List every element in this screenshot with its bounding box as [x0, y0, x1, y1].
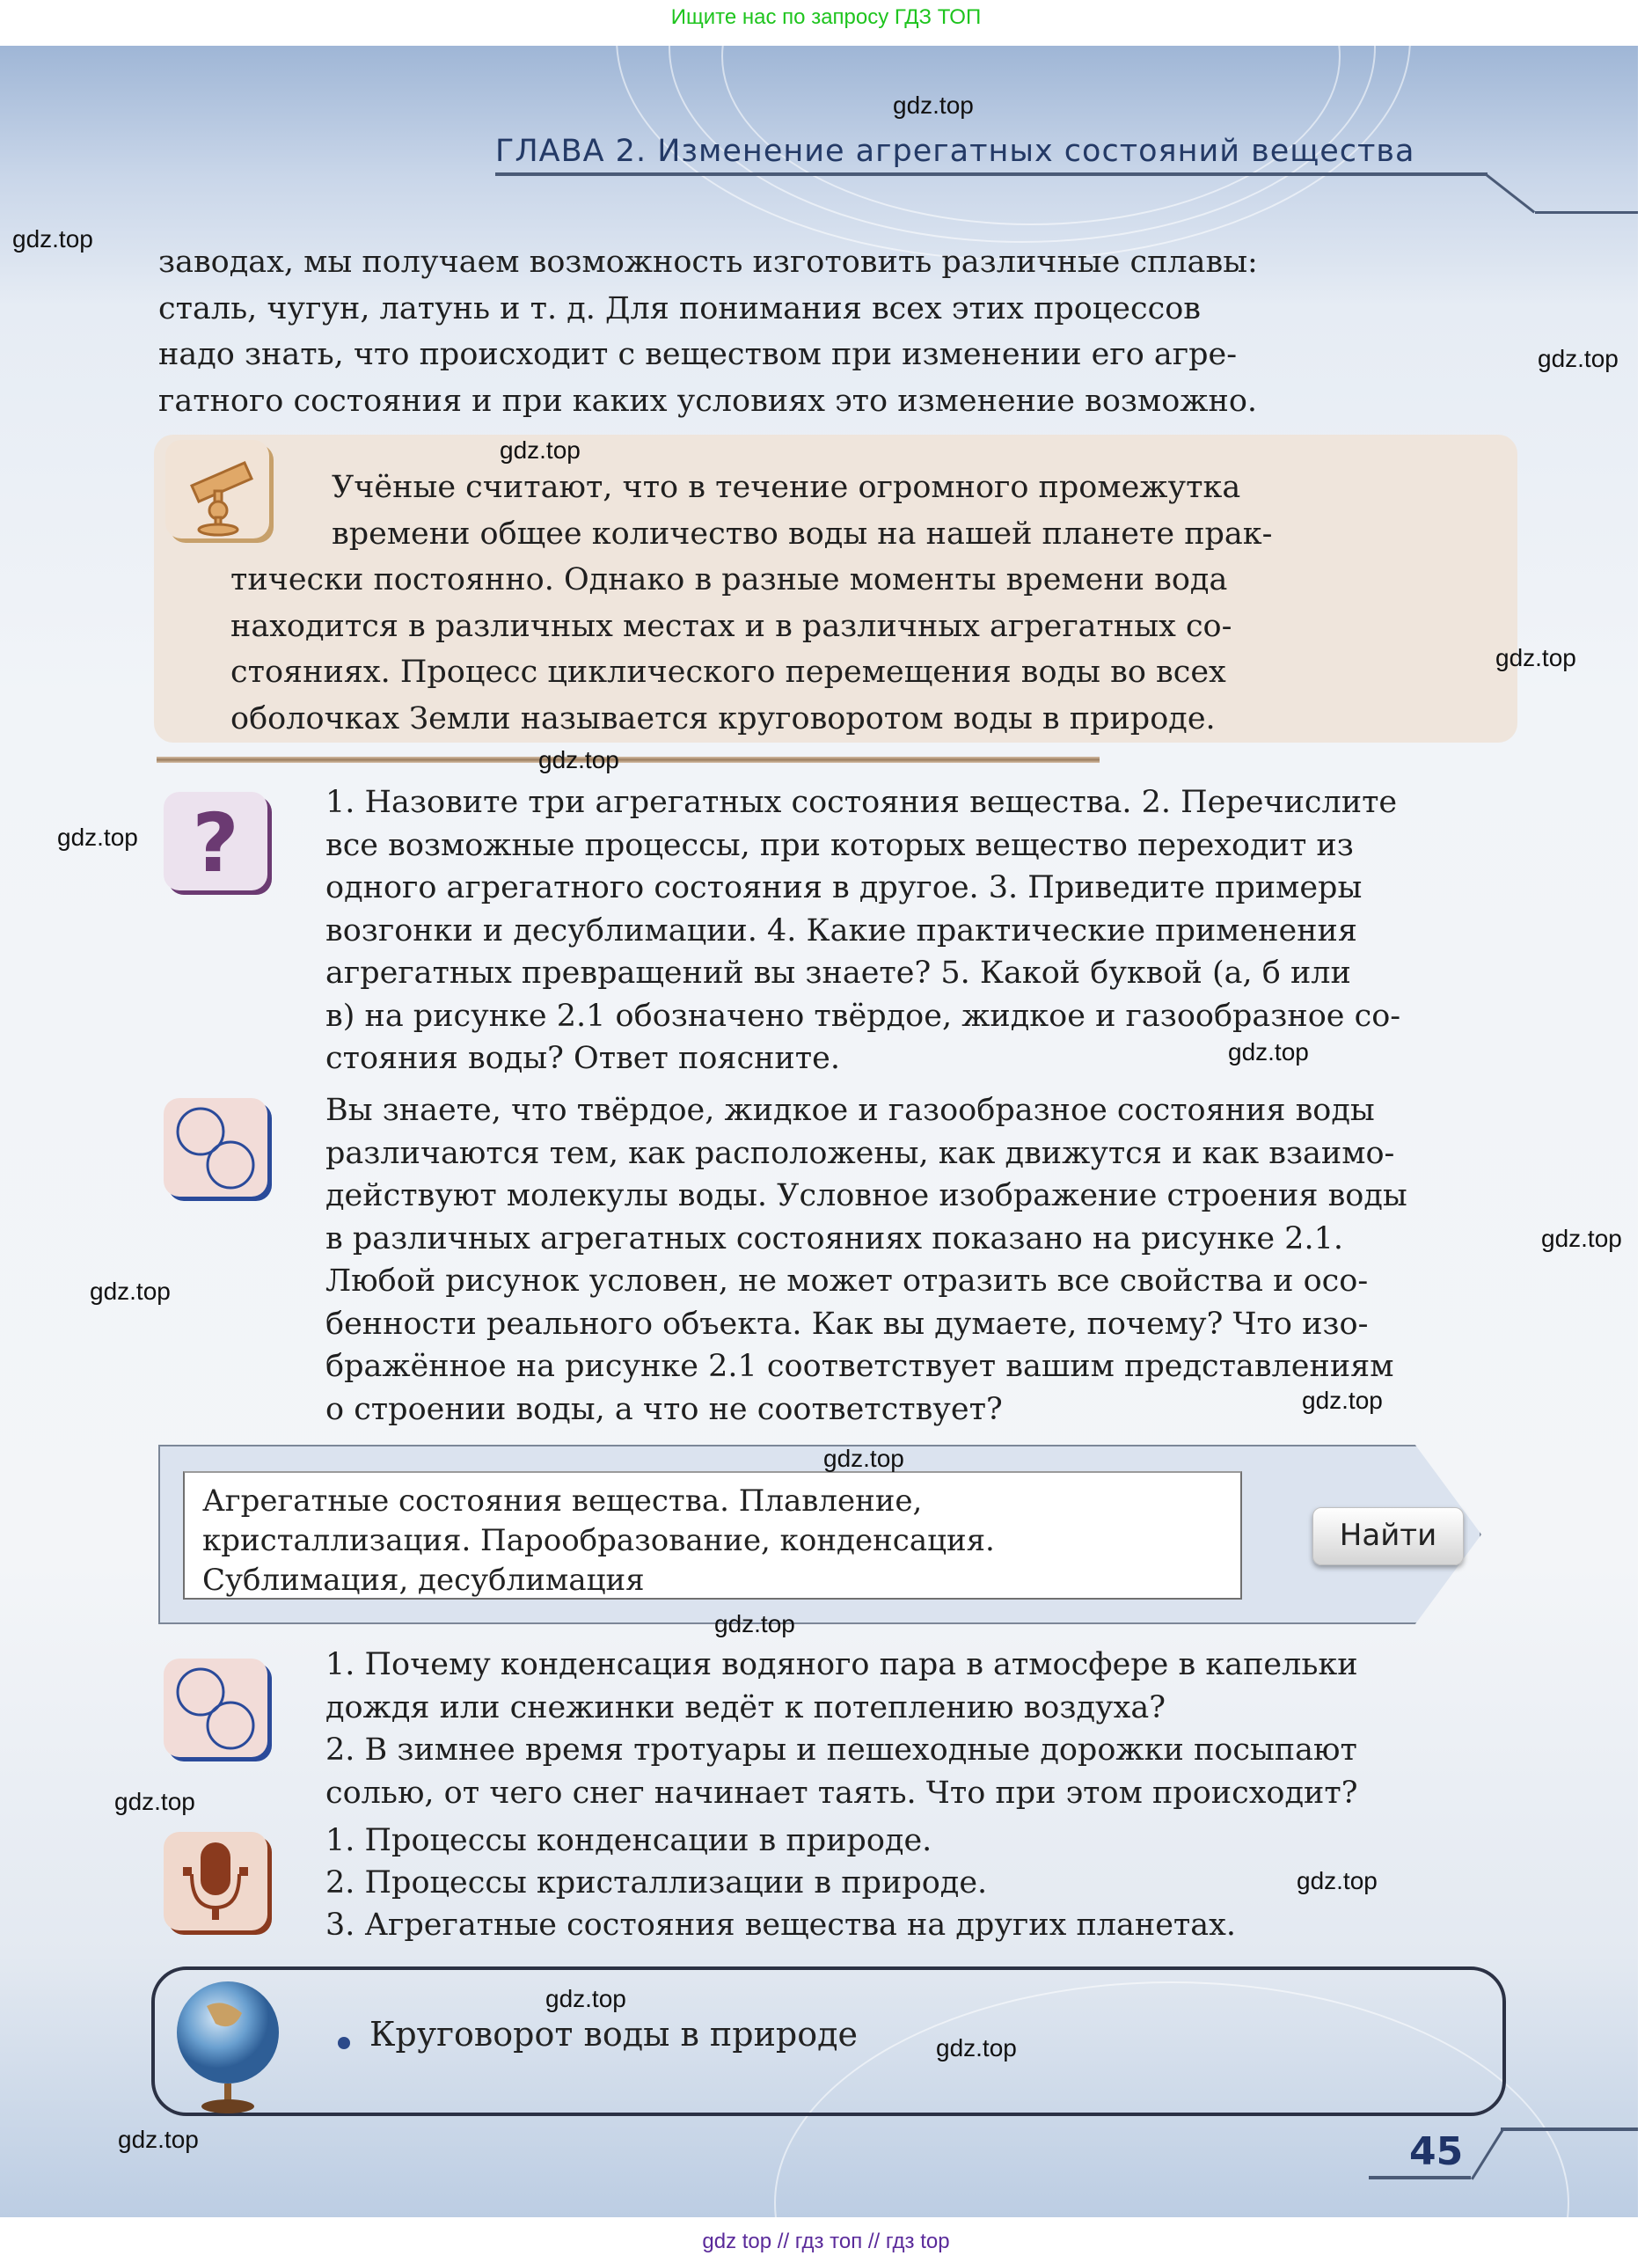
watermark: gdz.top [57, 824, 138, 851]
text-line: о строении воды, а что не соответствует? [325, 1391, 1003, 1427]
globe-icon [172, 1971, 295, 2120]
text-line: 2. Процессы кристаллизации в природе. [325, 1865, 988, 1900]
bottom-banner: gdz top // гдз топ // гдз top [702, 2230, 950, 2253]
text-line: действуют молекулы воды. Условное изображение строения воды [325, 1178, 1407, 1213]
page-number-rule [1501, 2128, 1638, 2131]
text-line: 1. Процессы конденсации в природе. [325, 1823, 932, 1858]
watermark: gdz.top [538, 746, 619, 773]
watermark: gdz.top [500, 436, 581, 464]
text-line: все возможные процессы, при которых вещество переходит из [325, 827, 1354, 863]
watermark: gdz.top [1541, 1225, 1622, 1252]
query-line: кристаллизация. Парообразование, конденсация. [202, 1523, 995, 1558]
query-line: Агрегатные состояния вещества. Плавление, [202, 1483, 923, 1519]
text-line: солью, от чего снег начинает таять. Что при этом происходит? [325, 1775, 1358, 1811]
watermark: gdz.top [114, 1788, 195, 1815]
watermark: gdz.top [1228, 1038, 1309, 1066]
text-line: тически постоянно. Однако в разные моменты времени вода [230, 562, 1228, 597]
watermark: gdz.top [893, 92, 974, 119]
text-line: Любой рисунок условен, не может отразить все свойства и осо- [325, 1263, 1369, 1299]
text-line: в различных агрегатных состояниях показано на рисунке 2.1. [325, 1220, 1343, 1256]
text-line: различаются тем, как расположены, как движутся и как взаимо- [325, 1135, 1395, 1171]
text-line: бенности реального объекта. Как вы думаете, почему? Что изо- [325, 1306, 1369, 1342]
text-line: дождя или снежинки ведёт к потеплению воздуха? [325, 1689, 1166, 1725]
watermark: gdz.top [936, 2034, 1017, 2062]
discussion-text [325, 1089, 1517, 1431]
text-line: 1. Почему конденсация водяного пара в атмосфере в капельки [325, 1647, 1358, 1682]
discussion-faces-icon [164, 1659, 267, 1757]
page-number: 45 [1409, 2129, 1464, 2174]
text-line: гатного состояния и при каких условиях это изменение возможно. [158, 383, 1258, 419]
intro-paragraph [158, 239, 1517, 424]
text-line: надо знать, что происходит с веществом при изменении его агре- [158, 337, 1238, 372]
section-divider [157, 757, 1100, 763]
page-number-rule [1369, 2176, 1471, 2179]
microphone-icon [164, 1832, 267, 1930]
text-line: агрегатных превращений вы знаете? 5. Какой буквой (а, б или [325, 956, 1351, 991]
text-line: 2. В зимнее время тротуары и пешеходные дорожки посыпают [325, 1732, 1357, 1768]
search-query-field[interactable] [183, 1471, 1242, 1600]
svg-text:?: ? [192, 796, 239, 890]
header-rule-tail [1535, 211, 1638, 214]
top-banner: Ищите нас по запросу ГДЗ ТОП [670, 5, 982, 29]
query-line: Сублимация, десублимация [202, 1563, 645, 1598]
project-topic: Круговорот воды в природе [369, 2015, 858, 2054]
discussion-2-text [325, 1644, 1517, 1814]
text-line: времени общее количество воды на нашей планете прак- [332, 516, 1273, 552]
watermark: gdz.top [545, 1985, 626, 2012]
text-line: стояниях. Процесс циклического перемещения воды во всех [230, 655, 1226, 690]
text-line: Учёные считают, что в течение огромного промежутка [332, 470, 1241, 505]
text-line: оболочках Земли называется круговоротом воды в природе. [230, 700, 1216, 736]
question-mark-icon [164, 792, 267, 890]
watermark: gdz.top [1297, 1867, 1378, 1894]
text-line: 1. Назовите три агрегатных состояния вещества. 2. Перечислите [325, 785, 1398, 820]
chapter-header: ГЛАВА 2. Изменение агрегатных состояний вещества [495, 134, 1415, 169]
text-line: одного агрегатного состояния в другое. 3. Приведите примеры [325, 870, 1363, 905]
text-line: бражённое на рисунке 2.1 соответствует вашим представлениям [325, 1349, 1394, 1384]
questions-text [325, 781, 1517, 1080]
scientists-note-text [230, 465, 1473, 742]
text-line: стояния воды? Ответ поясните. [325, 1041, 840, 1076]
bullet-icon [338, 2037, 350, 2049]
text-line: заводах, мы получаем возможность изготовить различные сплавы: [158, 245, 1258, 280]
watermark: gdz.top [12, 225, 93, 253]
watermark: gdz.top [90, 1278, 171, 1305]
text-line: возгонки и десублимации. 4. Какие практические применения [325, 912, 1357, 948]
watermark: gdz.top [1495, 644, 1576, 671]
watermark: gdz.top [823, 1445, 904, 1472]
watermark: gdz.top [1302, 1387, 1383, 1414]
text-line: сталь, чугун, латунь и т. д. Для понимания всех этих процессов [158, 290, 1201, 326]
text-line: находится в различных местах и в различных агрегатных со- [230, 608, 1232, 644]
watermark: gdz.top [714, 1610, 795, 1637]
watermark: gdz.top [1538, 345, 1619, 372]
header-rule [495, 172, 1488, 176]
watermark: gdz.top [118, 2126, 199, 2153]
find-button[interactable]: Найти [1312, 1507, 1464, 1565]
discussion-faces-icon [164, 1098, 267, 1197]
text-line: 3. Агрегатные состояния вещества на других планетах. [325, 1908, 1237, 1943]
text-line: Вы знаете, что твёрдое, жидкое и газообразное состояния воды [325, 1093, 1375, 1128]
text-line: в) на рисунке 2.1 обозначено твёрдое, жидкое и газообразное со- [325, 998, 1401, 1034]
